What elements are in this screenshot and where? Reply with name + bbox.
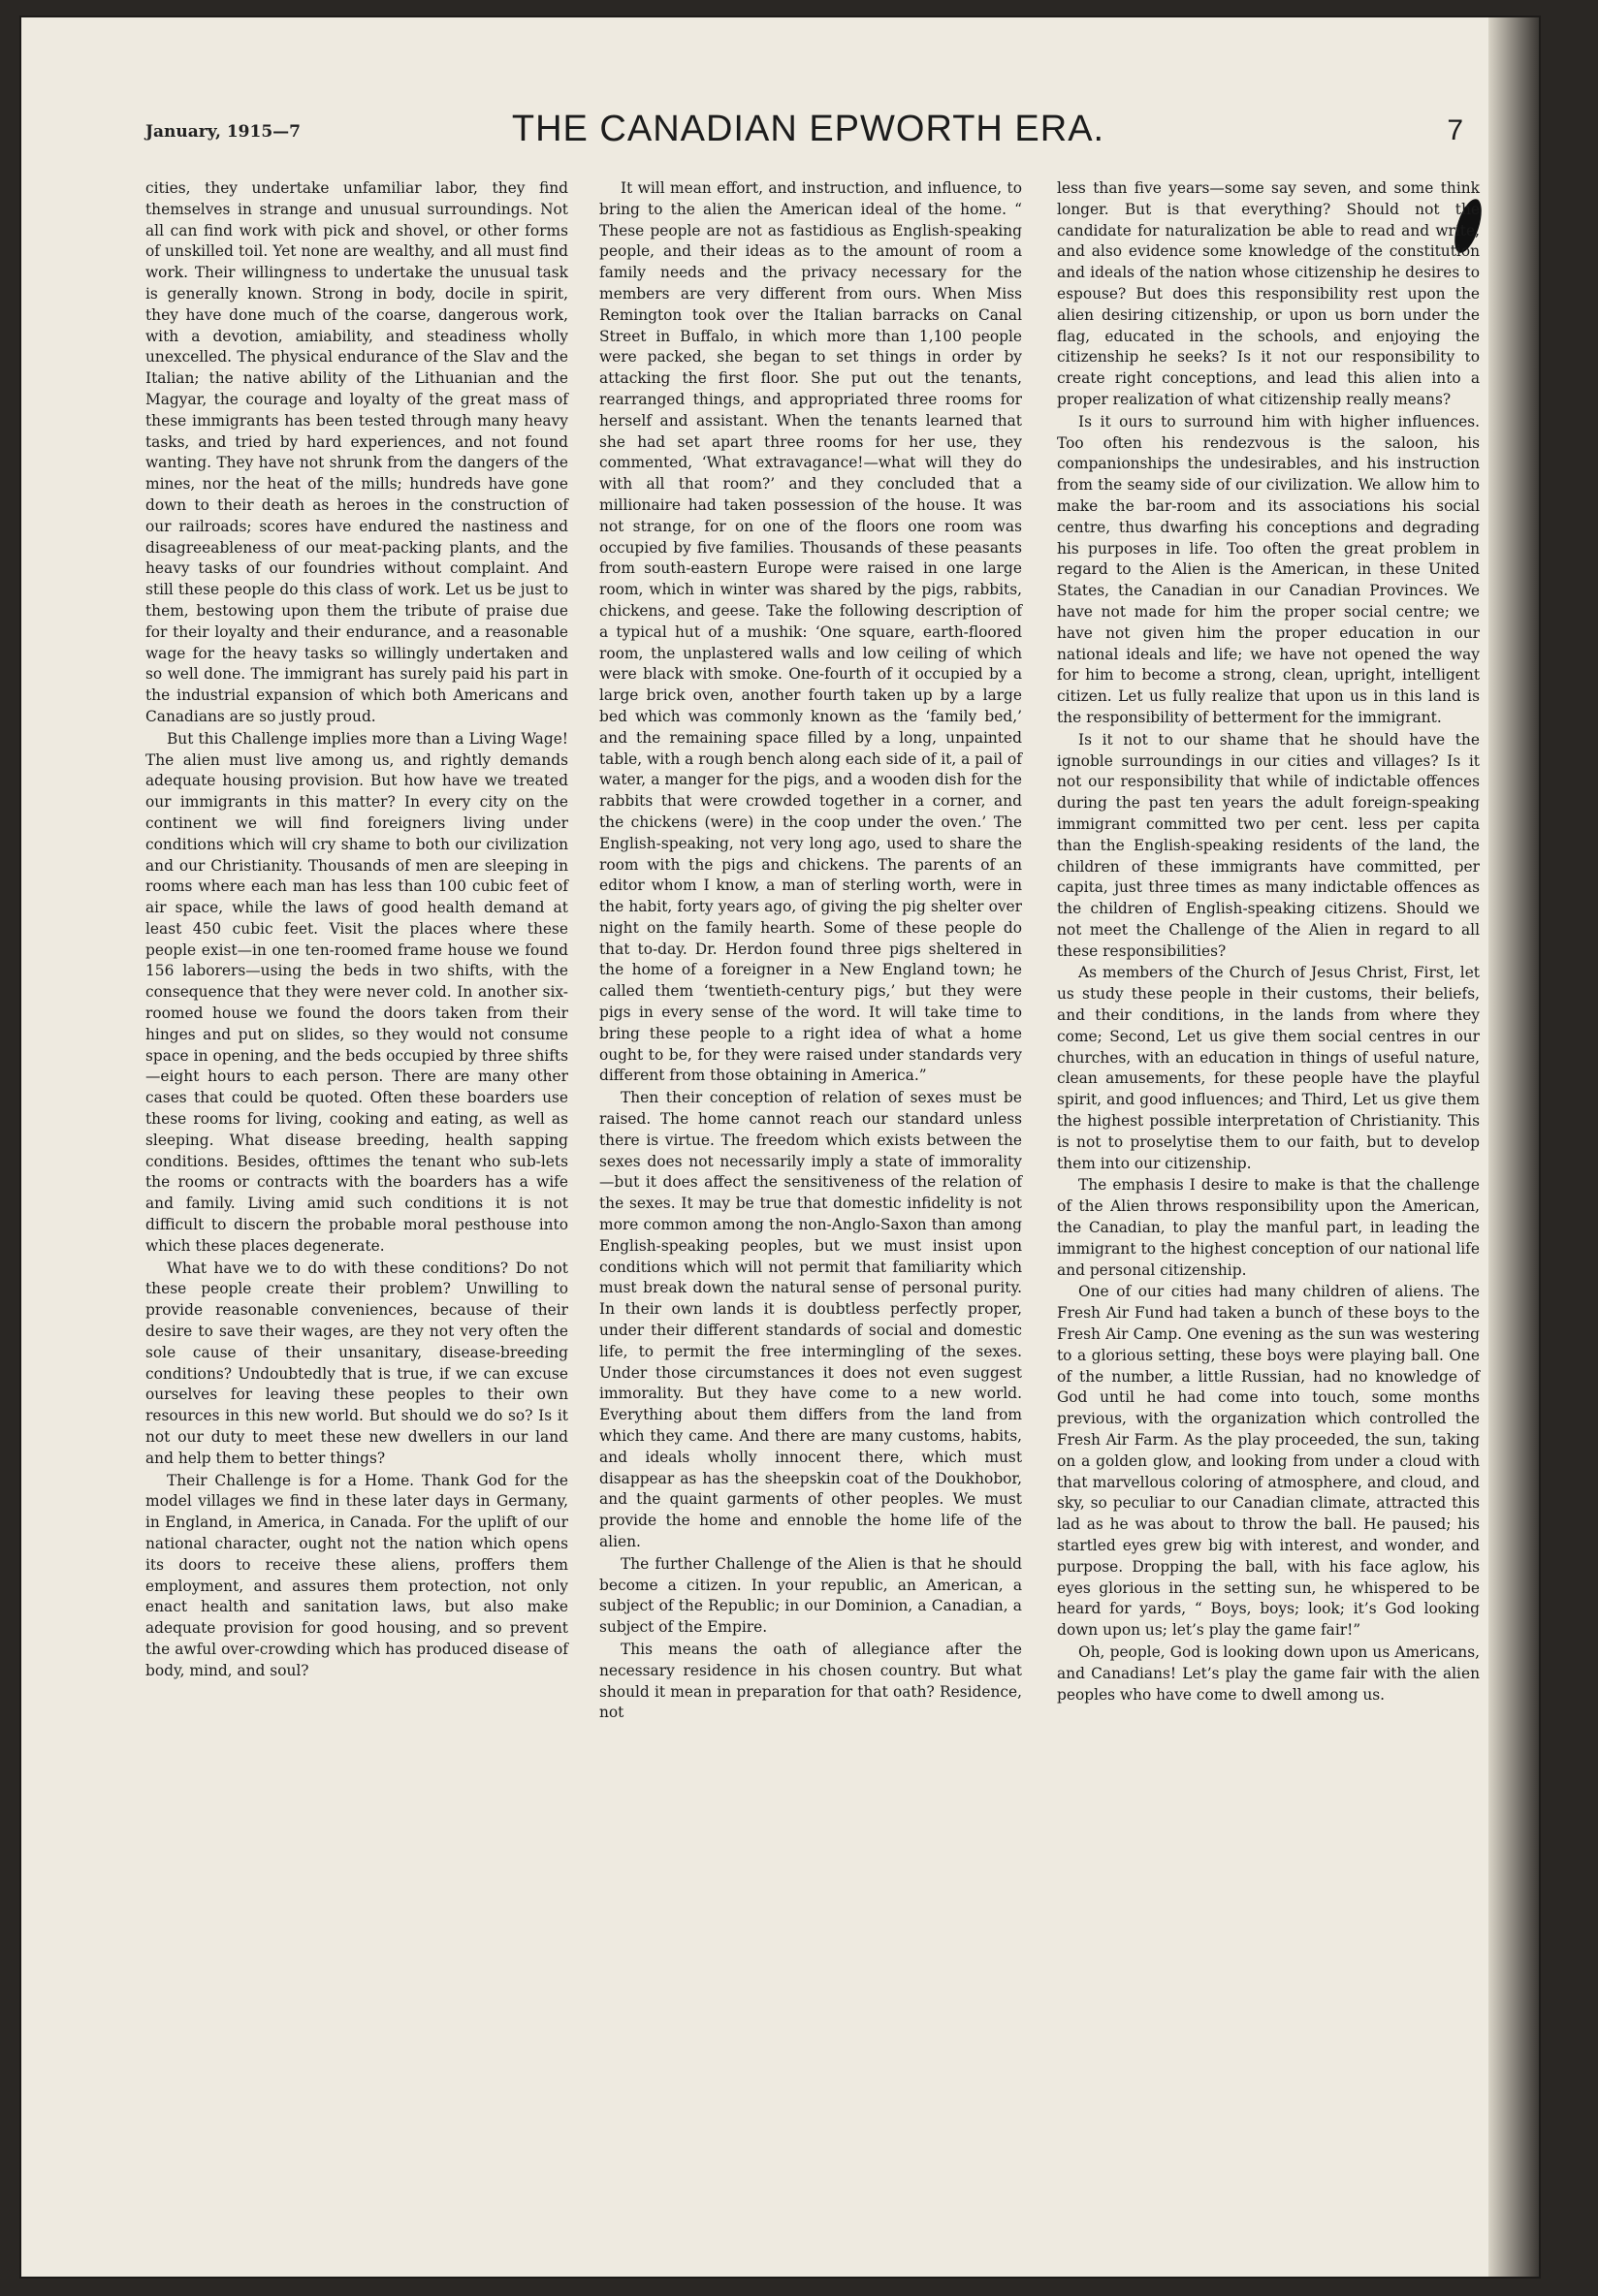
text-column-1 xyxy=(145,178,568,1683)
book-spine-edge xyxy=(1488,17,1539,2277)
paragraph: Their Challenge is for a Home. Thank God for the model villages we find in these later days in Germany, in England, in America, in Canada. For the uplift of our national character, ought not the nation which opens its doors to receive these aliens, proffers them employment, and assures them protection, not only enact health and sanitation laws, but also make adequate provision for good housing, and so prevent the awful over-crowding which has produced disease of body, mind, and soul? xyxy=(145,1471,568,1679)
paragraph: What have we to do with these conditions? Do not these people create their problem? Unwilling to provide reasonable conveniences, because of their desire to save their wages, are they not very often the sole cause of their unsanitary, disease-breeding conditions? Undoubtedly that is true, if we can excuse ourselves for leaving these peoples to their own resources in this new world. But should we do so? Is it not our duty to meet these new dwellers in our land and help them to better things? xyxy=(145,1259,568,1467)
paragraph: cities, they undertake unfamiliar labor, they find themselves in strange and unusual surroundings. Not all can find work with pick and shovel, or other forms of unskilled toil. Yet none are wealthy, and all must find work. Their willingness to undertake the unusual task is generally known. Strong in body, docile in spirit, they have done much of the coarse, dangerous work, with a devotion, amiability, and steadiness wholly unexcelled. The physical endurance of the Slav and the Italian; the native ability of the Lithuanian and the Magyar, the courage and loyalty of the great mass of these immigrants has been tested through many heavy tasks, and tried by hard experiences, and not found wanting. They have not shrunk from the dangers of the mines, nor the heat of the mills; hundreds have gone down to their death as heroes in the construction of our railroads; scores have endured the nastiness and disagreeableness of our meat-packing plants, and the heavy tasks of our foundries without complaint. And still these people do this class of work. Let us be just to them, bestowing upon them the tribute of praise due for their loyalty and their endurance, and a reasonable wage for the heavy tasks so willingly undertaken and so well done. The immigrant has surely paid his part in the industrial expansion of which both Americans and Canadians are so justly proud. xyxy=(145,179,568,725)
paragraph: less than five years—some say seven, and some think longer. But is that everything? Should not the candidate for naturalization be able to read and write, and also evidence some knowledge of the constitution and ideals of the nation whose citizenship he desires to espouse? But does this responsibility rest upon the alien desiring citizenship, or upon us born under the flag, educated in the schools, and enjoying the citizenship he seeks? Is it not our responsibility to create right conceptions, and lead this alien into a proper realization of what citizenship really means? xyxy=(1057,179,1480,408)
magazine-title: THE CANADIAN EPWORTH ERA. xyxy=(511,109,1105,149)
paragraph: Is it ours to surround him with higher influences. Too often his rendezvous is the saloon, his companionships the undesirables, and his instruction from the seamy side of our civilization. We allow him to make the bar-room and its associations his social centre, thus dwarfing his conceptions and degrading his purposes in life. Too often the great problem in regard to the Alien is the American, in these United States, the Canadian in our Canadian Provinces. We have not made for him the proper social centre; we have not given him the proper education in our national ideals and life; we have not opened the way for him to become a strong, clean, upright, intelligent citizen. Let us fully realize that upon us in this land is the responsibility of betterment for the immigrant. xyxy=(1057,412,1480,726)
paragraph: Oh, people, God is looking down upon us Americans, and Canadians! Let’s play the game fair with the alien peoples who have come to dwell among us. xyxy=(1057,1642,1480,1704)
paragraph: It will mean effort, and instruction, and influence, to bring to the alien the American ideal of the home. “ These people are not as fastidious as English-speaking people, and their ideas as to the amount of room a family needs and the privacy necessary for the members are very different from ours. When Miss Remington took over the Italian barracks on Canal Street in Buffalo, in which more than 1,100 people were packed, she began to set things in order by attacking the first floor. She put out the tenants, rearranged things, and appropriated three rooms for herself and assistant. When the tenants learned that she had set apart three rooms for her use, they commented, ‘What extravagance!—what will they do with all that room?’ and they concluded that a millionaire had taken possession of the house. It was not strange, for on one of the floors one room was occupied by five families. Thousands of these peasants from south-eastern Europe were raised in one large room, which in winter was shared by the pigs, rabbits, chickens, and geese. Take the following description of a typical hut of a mushik: ‘One square, earth-floored room, the unplastered walls and low ceiling of which were black with smoke. One-fourth of it occupied by a large brick oven, another fourth taken up by a large bed which was commonly known as the ‘family bed,’ and the remaining space filled by a long, unpainted table, with a rough bench along each side of it, a pail of water, a manger for the pigs, and a wooden dish for the rabbits that were crowded together in a corner, and the chickens (were) in the coop under the oven.’ The English-speaking, not very long ago, used to share the room with the pigs and chickens. The parents of an editor whom I know, a man of sterling worth, were in the habit, forty years ago, of giving the pig shelter over night on the family hearth. Some of these people do that to-day. Dr. Herdon found three pigs sheltered in the home of a foreigner in a New England town; he called them ‘twentieth-century pigs,’ but they were pigs in every sense of the word. It will take time to bring these people to a right idea of what a home ought to be, for they were raised under standards very different from those obtaining in America.” xyxy=(599,179,1022,1085)
paragraph: As members of the Church of Jesus Christ, First, let us study these people in their customs, their beliefs, and their conditions, in the lands from where they come; Second, Let us give them social centres in our churches, with an education in things of useful nature, clean amusements, for these people have the playful spirit, and good influences; and Third, Let us give them the highest possible interpretation of Christianity. This is not to proselytise them to our faith, but to develop them into our citizenship. xyxy=(1057,964,1480,1172)
paragraph: This means the oath of allegiance after the necessary residence in his chosen country. But what should it mean in preparation for that oath? Residence, not xyxy=(599,1640,1022,1722)
paragraph: The further Challenge of the Alien is that he should become a citizen. In your republic, an American, a subject of the Republic; in our Dominion, a Canadian, a subject of the Empire. xyxy=(599,1554,1022,1637)
paragraph: The emphasis I desire to make is that the challenge of the Alien throws responsibility upon the American, the Canadian, to play the manful part, in leading the immigrant to the highest conception of our national life and personal citizenship. xyxy=(1057,1176,1480,1279)
scanned-page xyxy=(21,17,1539,2277)
paragraph: But this Challenge implies more than a Living Wage! The alien must live among us, and rightly demands adequate housing provision. But how have we treated our immigrants in this matter? In every city on the continent we will find foreigners living under conditions which will cry shame to both our civilization and our Christianity. Thousands of men are sleeping in rooms where each man has less than 100 cubic feet of air space, while the laws of good health demand at least 450 cubic feet. Visit the places where these people exist—in one ten-roomed frame house we found 156 laborers—using the beds in two shifts, with the consequence that they were never cold. In another six-roomed house we found the doors taken from their hinges and put on slides, so they would not consume space in opening, and the beds occupied by three shifts—eight hours to each person. There are many other cases that could be quoted. Often these boarders use these rooms for living, cooking and eating, as well as sleeping. What disease breeding, health sapping conditions. Besides, ofttimes the tenant who sub-lets the rooms or contracts with the boarders has a wife and family. Living amid such conditions it is not difficult to discern the probable moral pesthouse into which these places degenerate. xyxy=(145,729,568,1255)
paragraph: Then their conception of relation of sexes must be raised. The home cannot reach our standard unless there is virtue. The freedom which exists between the sexes does not necessarily imply a state of immorality—but it does affect the sensitiveness of the relation of the sexes. It may be true that domestic infidelity is not more common among the non-Anglo-Saxon than among English-speaking peoples, but we must insist upon conditions which will not permit that familiarity which must break down the natural sense of personal purity. In their own lands it is doubtless perfectly proper, under their different standards of social and domestic life, to permit the free intermingling of the sexes. Under those circumstances it does not even suggest immorality. But they have come to a new world. Everything about them differs from the land from which they came. And there are many customs, habits, and ideals wholly innocent there, which must disappear as has the sheepskin coat of the Doukhobor, and the quaint garments of other peoples. We must provide the home and ennoble the home life of the alien. xyxy=(599,1089,1022,1550)
paragraph: Is it not to our shame that he should have the ignoble surroundings in our cities and villages? Is it not our responsibility that while of indictable offences during the past ten years the adult foreign-speaking immigrant committed two per cent. less per capita than the English-speaking residents of the land, the children of these immigrants have committed, per capita, just three times as many indictable offences as the children of English-speaking citizens. Should we not meet the Challenge of the Alien in regard to all these responsibilities? xyxy=(1057,730,1480,960)
page-number: 7 xyxy=(1447,114,1463,146)
article-body xyxy=(145,178,1482,2263)
paragraph: One of our cities had many children of aliens. The Fresh Air Fund had taken a bunch of these boys to the Fresh Air Camp. One evening as the sun was westering to a glorious setting, these boys were playing ball. One of the number, a little Russian, had no knowledge of God until he had come into touch, some months previous, with the organization which controlled the Fresh Air Farm. As the play proceeded, the sun, taking on a golden glow, and looking from under a cloud with that marvellous coloring of atmosphere, and cloud, and sky, so peculiar to our Canadian climate, attracted this lad as he was about to throw the ball. He paused; his startled eyes grew big with interest, and wonder, and purpose. Dropping the ball, with his face aglow, his eyes glorious in the setting sun, he whispered to be heard for yards, “ Boys, boys; look; it’s God looking down upon us; let’s play the game fair!” xyxy=(1057,1283,1480,1640)
text-column-2 xyxy=(599,178,1022,1725)
issue-date: January, 1915—7 xyxy=(145,122,301,142)
text-column-3 xyxy=(1057,178,1480,1706)
page-header xyxy=(145,107,1471,157)
